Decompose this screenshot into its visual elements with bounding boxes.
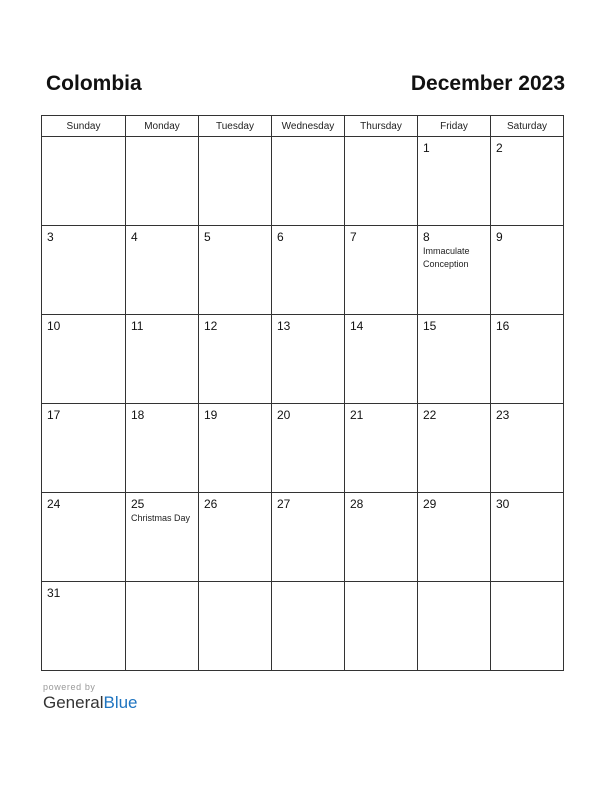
calendar-day-cell xyxy=(42,137,126,226)
day-number: 8 xyxy=(423,230,430,244)
calendar-day-cell xyxy=(126,493,199,582)
day-number xyxy=(126,582,198,587)
calendar-day-cell xyxy=(199,493,272,582)
calendar-day-cell xyxy=(418,493,491,582)
day-number: 29 xyxy=(423,497,437,511)
day-number: 30 xyxy=(496,497,510,511)
calendar-day-cell xyxy=(491,315,564,404)
calendar-day-cell xyxy=(272,582,345,671)
calendar-day-cell xyxy=(199,404,272,493)
weekday-header-row xyxy=(42,116,564,137)
day-number: 15 xyxy=(423,319,437,333)
weekday-tuesday: Tuesday xyxy=(199,116,272,137)
calendar-day-cell xyxy=(345,315,418,404)
day-number: 22 xyxy=(423,408,437,422)
brand-general: General xyxy=(43,693,104,712)
day-number: 17 xyxy=(47,408,61,422)
calendar-day-cell xyxy=(418,137,491,226)
calendar-day-cell xyxy=(345,582,418,671)
calendar-day-cell xyxy=(491,226,564,315)
calendar-day-cell xyxy=(418,226,491,315)
calendar-week-row xyxy=(42,493,564,582)
calendar-day-cell xyxy=(199,582,272,671)
calendar-day-cell xyxy=(491,582,564,671)
calendar-day-cell xyxy=(126,137,199,226)
calendar-day-cell xyxy=(199,137,272,226)
calendar-day-cell xyxy=(272,226,345,315)
calendar-week-row xyxy=(42,315,564,404)
day-number: 3 xyxy=(47,230,54,244)
calendar-day-cell xyxy=(272,137,345,226)
day-number: 7 xyxy=(350,230,357,244)
brand-name xyxy=(43,693,138,713)
calendar-weeks xyxy=(42,137,564,671)
day-number: 19 xyxy=(204,408,218,422)
calendar-grid xyxy=(41,115,564,671)
calendar-day-cell xyxy=(42,226,126,315)
day-number: 12 xyxy=(204,319,218,333)
day-number: 25 xyxy=(131,497,145,511)
day-number xyxy=(199,137,271,142)
day-number: 16 xyxy=(496,319,510,333)
day-number: 18 xyxy=(131,408,145,422)
calendar-day-cell xyxy=(272,315,345,404)
day-number: 28 xyxy=(350,497,364,511)
calendar-day-cell xyxy=(126,404,199,493)
day-number: 23 xyxy=(496,408,510,422)
calendar-title-country: Colombia xyxy=(46,72,142,95)
day-number: 2 xyxy=(496,141,503,155)
calendar-day-cell xyxy=(345,493,418,582)
day-number: 5 xyxy=(204,230,211,244)
calendar-day-cell xyxy=(126,582,199,671)
day-number: 14 xyxy=(350,319,364,333)
day-number: 26 xyxy=(204,497,218,511)
calendar-day-cell xyxy=(345,226,418,315)
day-number xyxy=(126,137,198,142)
holiday-label: Christmas Day xyxy=(131,513,191,523)
calendar-day-cell xyxy=(42,582,126,671)
calendar-week-row xyxy=(42,582,564,671)
day-number xyxy=(345,582,417,587)
weekday-wednesday: Wednesday xyxy=(272,116,345,137)
day-number: 9 xyxy=(496,230,503,244)
weekday-sunday: Sunday xyxy=(42,116,126,137)
weekday-monday: Monday xyxy=(126,116,199,137)
calendar-week-row xyxy=(42,137,564,226)
calendar-day-cell xyxy=(418,315,491,404)
day-number: 13 xyxy=(277,319,291,333)
day-number: 24 xyxy=(47,497,61,511)
weekday-thursday: Thursday xyxy=(345,116,418,137)
day-number: 31 xyxy=(47,586,61,600)
calendar-title-month: December 2023 xyxy=(410,72,565,95)
day-number: 11 xyxy=(131,319,144,333)
day-number: 4 xyxy=(131,230,138,244)
calendar-day-cell xyxy=(42,315,126,404)
calendar-day-cell xyxy=(418,582,491,671)
day-number xyxy=(272,137,344,142)
generalblue-logo xyxy=(43,682,138,713)
day-number: 6 xyxy=(277,230,284,244)
day-number xyxy=(345,137,417,142)
calendar-day-cell xyxy=(126,226,199,315)
calendar-day-cell xyxy=(199,226,272,315)
powered-by-text: powered by xyxy=(43,682,96,692)
weekday-friday: Friday xyxy=(418,116,491,137)
calendar-day-cell xyxy=(272,493,345,582)
weekday-saturday: Saturday xyxy=(491,116,564,137)
calendar-week-row xyxy=(42,404,564,493)
calendar-day-cell xyxy=(491,404,564,493)
calendar-day-cell xyxy=(491,137,564,226)
calendar-day-cell xyxy=(272,404,345,493)
day-number: 21 xyxy=(350,408,364,422)
day-number: 20 xyxy=(277,408,291,422)
calendar-day-cell xyxy=(345,404,418,493)
day-number: 27 xyxy=(277,497,291,511)
day-number xyxy=(199,582,271,587)
day-number xyxy=(42,137,125,142)
calendar-week-row xyxy=(42,226,564,315)
day-number xyxy=(272,582,344,587)
calendar-day-cell xyxy=(491,493,564,582)
calendar-day-cell xyxy=(418,404,491,493)
calendar-day-cell xyxy=(199,315,272,404)
calendar-day-cell xyxy=(126,315,199,404)
holiday-label: Immaculate Conception xyxy=(423,246,470,269)
day-number: 1 xyxy=(423,141,430,155)
calendar-day-cell xyxy=(42,404,126,493)
day-number: 10 xyxy=(47,319,61,333)
day-number xyxy=(491,582,563,587)
brand-blue: Blue xyxy=(103,693,138,712)
calendar-day-cell xyxy=(42,493,126,582)
calendar-day-cell xyxy=(345,137,418,226)
day-number xyxy=(418,582,490,587)
